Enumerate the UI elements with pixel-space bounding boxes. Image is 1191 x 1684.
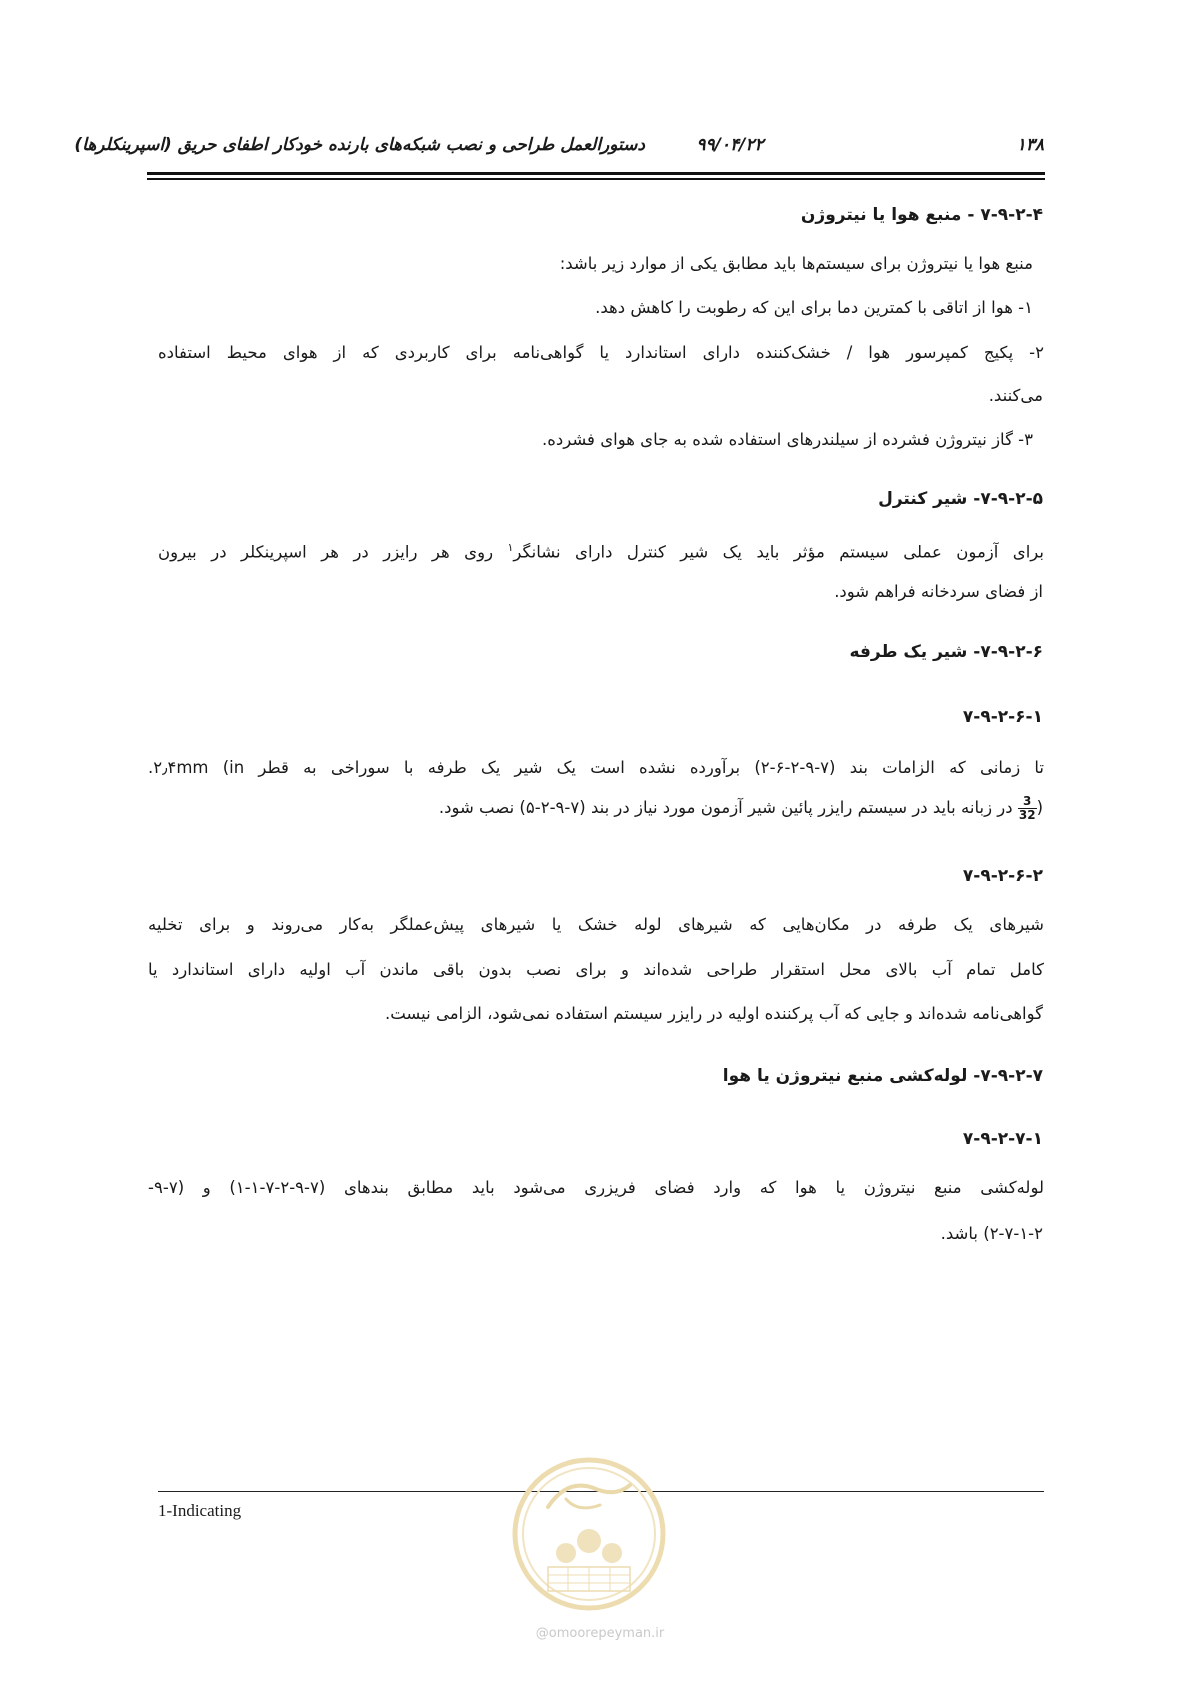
subsection-heading-7-1: ۷-۹-۲-۷-۱ <box>962 1129 1043 1149</box>
section-heading-piping: ۷-۹-۲-۷- لوله‌کشی منبع نیتروژن یا هوا <box>722 1066 1043 1086</box>
fraction-numerator: 3 <box>1018 795 1037 809</box>
paragraph-6-1-line-2 <box>439 795 1043 822</box>
paragraph-7-1-line-1: لوله‌کشی منبع نیتروژن یا هوا که وارد فضای فریزری می‌شود باید مطابق بندهای (۷-۹-۲-۷-۱-۱) و (۷-۹- <box>148 1178 1045 1197</box>
paragraph-6-2-line-1: شیرهای یک طرفه در مکان‌هایی که شیرهای لوله خشک یا شیرهای پیش‌عملگر به‌کار می‌روند و برای تخلیه <box>148 915 1044 934</box>
paragraph-6-2-line-2: کامل تمام آب بالای محل استقرار طراحی شده‌اند و برای نصب بدون باقی ماندن آب اولیه دارای استاندارد یا <box>148 960 1044 979</box>
paragraph-control-valve-line-1 <box>158 536 1044 565</box>
list-item-1: ۱- هوا از اتاقی با کمترین دما برای این که رطوبت را کاهش دهد. <box>595 298 1033 317</box>
page-number: ۱۳۸ <box>1016 135 1044 155</box>
fraction-denominator: 32 <box>1018 808 1036 822</box>
list-item-2-line-1: ۲- پکیج کمپرسور هوا / خشک‌کننده دارای استاندارد یا گواهی‌نامه برای کاربردی که از هوای محیط استفاده <box>158 343 1044 362</box>
footnote-ref: ۱ <box>507 541 514 554</box>
section-heading-control-valve: ۷-۹-۲-۵- شیر کنترل <box>878 489 1043 509</box>
paragraph-6-1-text: در زبانه باید در سیستم رایزر پائین شیر آزمون مورد نیاز در بند (۷-۹-۲-۵) نصب شود. <box>438 798 1018 817</box>
footnote-text: 1-Indicating <box>158 1501 242 1520</box>
paragraph-control-valve-line-2: از فضای سردخانه فراهم شود. <box>834 582 1043 601</box>
subsection-heading-6-2: ۷-۹-۲-۶-۲ <box>962 866 1043 886</box>
watermark-handle: @omoorepeyman.ir <box>535 1626 665 1641</box>
publisher-seal-logo <box>508 1455 670 1613</box>
paragraph-intro: منبع هوا یا نیتروژن برای سیستم‌ها باید مطابق یکی از موارد زیر باشد: <box>559 254 1033 273</box>
header-rule-thin <box>147 178 1045 180</box>
fraction-three-thirty-seconds <box>1018 795 1037 822</box>
header-date: ۹۹/۰۴/۲۲ <box>696 135 764 155</box>
paragraph-6-1-line-1: تا زمانی که الزامات بند (۷-۹-۲-۶-۲) برآورده نشده است یک شیر یک طرفه با سوراخی به قطر ۲٫۴mm (in. <box>148 758 1045 777</box>
header-rule-thick <box>147 172 1045 175</box>
list-item-2-line-2: می‌کنند. <box>988 386 1043 405</box>
list-item-3: ۳- گاز نیتروژن فشرده از سیلندرهای استفاده شده به جای هوای فشرده. <box>542 430 1033 449</box>
paragraph-7-1-line-2: ۲-۷-۱-۲) باشد. <box>940 1224 1043 1243</box>
running-title: دستورالعمل طراحی و نصب شبکه‌های بارنده خودکار اطفای حریق (اسپرینکلرها) <box>74 135 645 155</box>
section-heading-air-nitrogen-supply: ۷-۹-۲-۴ - منبع هوا یا نیتروژن <box>800 205 1043 225</box>
paragraph-6-1-open-paren: ( <box>1036 798 1043 817</box>
paragraph-6-2-line-3: گواهی‌نامه شده‌اند و جایی که آب پرکننده اولیه در رایزر سیستم استفاده نمی‌شود، الزامی نیست. <box>384 1004 1043 1023</box>
subsection-heading-6-1: ۷-۹-۲-۶-۱ <box>962 707 1043 727</box>
section-heading-check-valve: ۷-۹-۲-۶- شیر یک طرفه <box>849 642 1043 662</box>
control-valve-text-a: برای آزمون عملی سیستم مؤثر باید یک شیر کنترل دارای نشانگر <box>513 542 1044 562</box>
control-valve-text-b: روی هر رایزر در هر اسپرینکلر در بیرون <box>158 542 508 562</box>
